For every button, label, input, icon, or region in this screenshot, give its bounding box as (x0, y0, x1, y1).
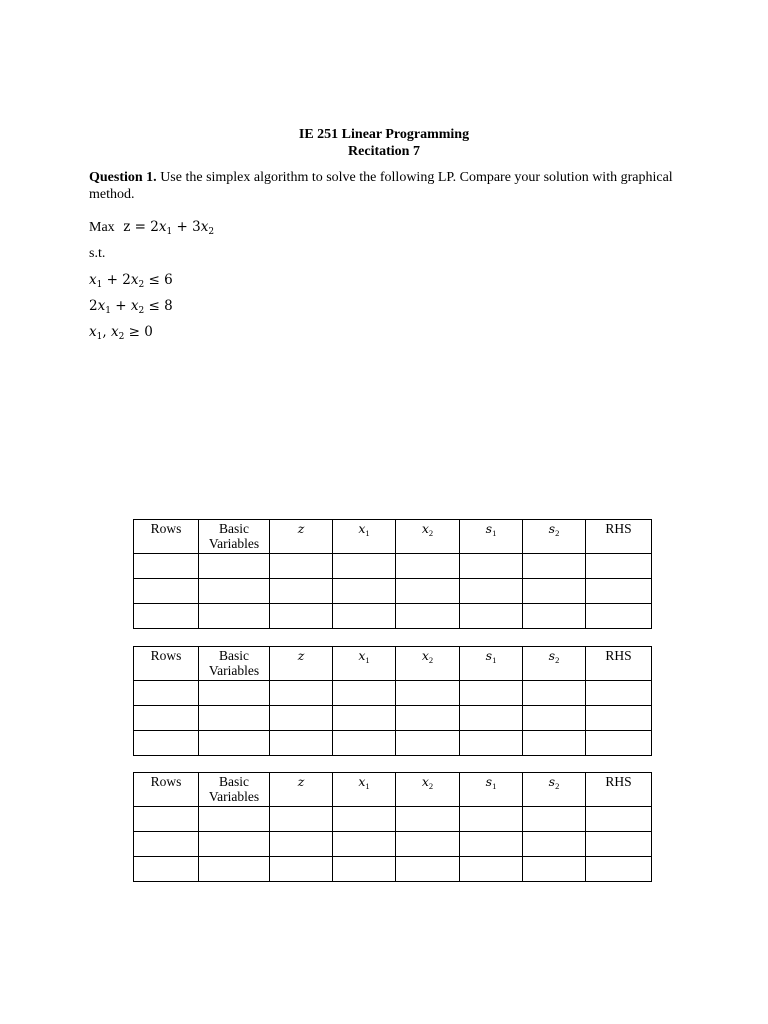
header-rhs: RHS (586, 647, 652, 681)
tableau-row (134, 579, 652, 604)
tableau-row (134, 857, 652, 882)
tableau-header-row (134, 647, 652, 681)
tableau-row (134, 681, 652, 706)
nonnegativity-constraint: $x_1$, $x_2 \ge 0$ (89, 324, 153, 342)
tableau-header-row (134, 773, 652, 807)
constraint-1: $x_1 + 2x_2 \le 6$ (89, 272, 173, 290)
tableau-row (134, 731, 652, 756)
header-x2: $x_2$ (396, 647, 460, 681)
header-rhs: RHS (586, 773, 652, 807)
simplex-tableau-2 (133, 646, 652, 756)
constraint-2: $2x_1 + x_2 \le 8$ (89, 298, 173, 316)
header-s1: $s_1$ (460, 647, 523, 681)
question-text: Use the simplex algorithm to solve the following LP. Compare your solution with graphical method. (89, 170, 673, 202)
objective-line: Max $z = 2x_1 + 3x_2$ (89, 219, 215, 237)
header-s1: $s_1$ (460, 520, 523, 554)
tableau-row (134, 807, 652, 832)
tableau-row (134, 706, 652, 731)
header-basic-variables: Basic Variables (199, 520, 270, 554)
header-x2: $x_2$ (396, 520, 460, 554)
header-rows: Rows (134, 520, 199, 554)
header-s2: $s_2$ (523, 647, 586, 681)
header-z: z (270, 773, 333, 807)
header-s2: $s_2$ (523, 773, 586, 807)
header-s1: $s_1$ (460, 773, 523, 807)
document-title: IE 251 Linear Programming (298, 127, 470, 142)
header-basic-variables: Basic Variables (199, 773, 270, 807)
header-z: z (270, 520, 333, 554)
header-x1: $x_1$ (333, 773, 396, 807)
header-x1: $x_1$ (333, 520, 396, 554)
tableau-row (134, 832, 652, 857)
header-x2: $x_2$ (396, 773, 460, 807)
header-x1: $x_1$ (333, 647, 396, 681)
question-label: Question 1. (89, 170, 157, 185)
tableau-row (134, 604, 652, 629)
tableau-row (134, 554, 652, 579)
header-basic-variables: Basic Variables (199, 647, 270, 681)
header-rows: Rows (134, 647, 199, 681)
header-s2: $s_2$ (523, 520, 586, 554)
document-subtitle: Recitation 7 (348, 144, 420, 159)
simplex-tableau-3 (133, 772, 652, 882)
header-z: z (270, 647, 333, 681)
header-rhs: RHS (586, 520, 652, 554)
question-paragraph (89, 169, 679, 203)
subject-to-label: s.t. (89, 246, 106, 261)
tableau-header-row (134, 520, 652, 554)
header-rows: Rows (134, 773, 199, 807)
simplex-tableau-1 (133, 519, 652, 629)
